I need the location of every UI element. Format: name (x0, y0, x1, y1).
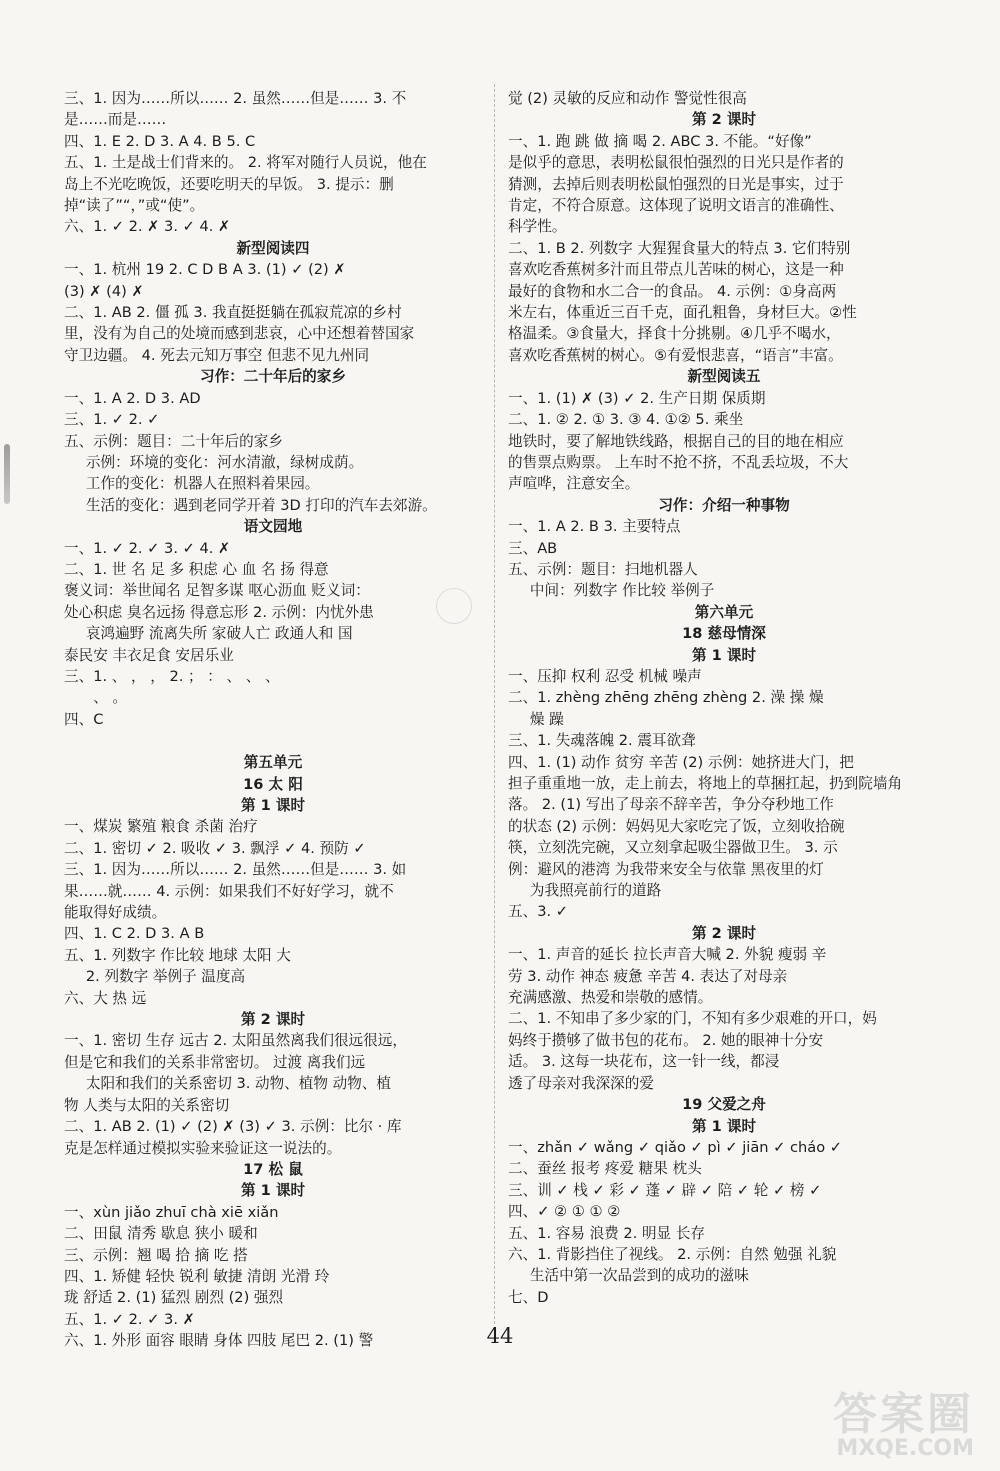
column-divider (494, 84, 495, 1324)
answer-line: 一、1. 密切 生存 远古 2. 太阳虽然离我们很远很远， (64, 1032, 407, 1050)
section-heading: 第 1 课时 (691, 1117, 757, 1135)
answer-line: 二、1. zhèng zhēng zhēng zhèng 2. 澡 操 燥 (508, 689, 824, 707)
section-heading: 语文园地 (243, 518, 303, 536)
answer-line: 米左右，体重近三百千克，面孔粗鲁，身材巨大。②性 (508, 304, 857, 322)
answer-line: 六、1. ✓ 2. ✗ 3. ✓ 4. ✗ (64, 218, 231, 236)
answer-line: 最好的食物和水二合一的食品。 4. 示例：①身高两 (508, 282, 837, 300)
section-heading: 第 2 课时 (240, 1011, 306, 1029)
scan-mark (4, 444, 10, 504)
answer-line: (3) ✗ (4) ✗ (64, 282, 144, 300)
left-column (64, 88, 482, 1352)
page-number: 44 (486, 1324, 514, 1348)
answer-line: 六、1. 背影挡住了视线。 2. 示例：自然 勉强 礼貌 (508, 1245, 837, 1263)
answer-line: 声喧哗，注意安全。 (508, 475, 640, 493)
section-heading: 习作：二十年后的家乡 (200, 368, 346, 386)
answer-line: 一、1. 跑 跳 做 摘 喝 2. ABC 3. 不能。“好像” (508, 132, 812, 150)
answer-line: 适。 3. 这每一块花布，这一针一线，都浸 (508, 1053, 780, 1071)
answer-line: 例：避风的港湾 为我带来安全与依靠 黑夜里的灯 (508, 860, 824, 878)
answer-line: 一、1. 杭州 19 2. C D B A 3. (1) ✓ (2) ✗ (64, 261, 346, 279)
answer-line: 妈终于攒够了做书包的花布。 2. 她的眼神十分安 (508, 1031, 824, 1049)
answer-line: 落。 2. (1) 写出了母亲不辞辛苦，争分夺秒地工作 (508, 796, 834, 814)
section-heading: 第 1 课时 (691, 646, 757, 664)
answer-line: 筷，立刻洗完碗，又立刻拿起吸尘器做卫生。 3. 示 (508, 839, 838, 857)
answer-line: 里，没有为自己的处境而感到悲哀，心中还想着替国家 (64, 325, 415, 343)
answer-line: 格温柔。③食量大，择食十分挑剔。④几乎不喝水， (508, 325, 841, 343)
answer-line: 一、xùn jiǎo zhuī chà xiē xiǎn (64, 1203, 279, 1221)
answer-line: 五、示例：题目：二十年后的家乡 (64, 432, 283, 450)
answer-line: 五、1. ✓ 2. ✓ 3. ✗ (64, 1310, 195, 1328)
answer-line: 二、1. 世 名 足 多 积虑 心 血 名 扬 得意 (64, 560, 329, 578)
answer-line: 透了母亲对我深深的爱 (508, 1074, 654, 1092)
answer-line: 是似乎的意思，表明松鼠很怕强烈的日光只是作者的 (508, 154, 844, 172)
answer-line: 2. 列数字 举例子 温度高 (85, 968, 246, 986)
answer-line: 肯定，不符合原意。这体现了说明文语言的准确性、 (508, 197, 844, 215)
watermark-logo (794, 1389, 974, 1462)
answer-line: 三、1. 因为……所以…… 2. 虽然……但是…… 3. 如 (64, 861, 407, 879)
section-heading: 第 2 课时 (691, 111, 757, 129)
answer-line: 珑 舒适 2. (1) 猛烈 剧烈 (2) 强烈 (64, 1289, 284, 1307)
answer-line: 但是它和我们的关系非常密切。 过渡 离我们远 (64, 1053, 366, 1071)
answer-line: 六、大 热 远 (64, 989, 147, 1007)
answer-line: 七、D (508, 1288, 549, 1306)
watermark-sub: MXQE.COM (836, 1436, 974, 1461)
answer-line: 二、1. 不知串了多少家的门，不知有多少艰难的开口，妈 (508, 1010, 877, 1028)
answer-line: 喜欢吃香蕉树的树心。⑤有爱恨悲喜，“语言”丰富。 (508, 346, 843, 364)
answer-line: 三、1. 因为……所以…… 2. 虽然……但是…… 3. 不 (64, 90, 407, 107)
answer-line: 四、1. E 2. D 3. A 4. B 5. C (64, 132, 256, 150)
answer-line: 是……而是…… (64, 111, 167, 129)
section-heading: 第 1 课时 (240, 797, 306, 814)
watermark-text: 答案圈 (833, 1389, 974, 1440)
answer-line: 为我照亮前行的道路 (529, 882, 662, 900)
answer-line: 克是怎样通过模拟实验来验证这一说法的。 (64, 1139, 342, 1157)
answer-line: 科学性。 (508, 218, 567, 236)
answer-line: 二、蚕丝 报考 疼爱 糖果 枕头 (508, 1160, 702, 1178)
answer-line: 四、1. C 2. D 3. A B (64, 925, 205, 943)
answer-line: 五、1. 容易 浪费 2. 明显 长存 (508, 1224, 705, 1242)
section-heading: 第 2 课时 (691, 924, 757, 942)
answer-line: 生活中第一次品尝到的成功的滋味 (529, 1267, 749, 1285)
answer-line: 太阳和我们的关系密切 3. 动物、植物 动物、植 (85, 1075, 392, 1093)
answer-line: 的售票点购票。 上车时不抢不挤，不乱丢垃圾，不大 (508, 453, 849, 471)
spacer (64, 730, 482, 752)
answer-line: 一、1. (1) ✗ (3) ✓ 2. 生产日期 保质期 (508, 389, 766, 407)
answer-line: 担子重重地一放，走上前去，将地上的草捆扛起，扔到院墙角 (508, 775, 903, 792)
answer-line: 一、1. A 2. D 3. AD (64, 389, 201, 407)
answer-line: 一、1. A 2. B 3. 主要特点 (508, 518, 681, 536)
section-heading: 16 太 阳 (243, 775, 303, 793)
answer-line: 泰民安 丰衣足食 安居乐业 (64, 646, 234, 664)
answer-line: 五、1. 列数字 作比较 地球 太阳 大 (64, 946, 291, 964)
section-heading: 第 1 课时 (240, 1182, 306, 1200)
answer-line: 地铁时，要了解地铁线路，根据自己的目的地在相应 (508, 432, 844, 450)
answer-line: 四、1. (1) 动作 贫穷 辛苦 (2) 示例：她挤进大门，把 (508, 753, 854, 771)
answer-line: 三、AB (508, 539, 558, 557)
section-heading: 第六单元 (694, 603, 754, 621)
answer-line: 能取得好成绩。 (64, 904, 167, 922)
answer-line: 二、1. AB 2. 僵 孤 3. 我直挺挺躺在孤寂荒凉的乡村 (64, 304, 402, 322)
answer-line: 觉 (2) 灵敏的反应和动作 警觉性很高 (508, 90, 747, 107)
section-heading: 习作：介绍一种事物 (658, 496, 790, 514)
answer-line: 三、1. ✓ 2. ✓ (64, 411, 160, 429)
answer-line: 工作的变化：机器人在照料着果园。 (85, 475, 320, 493)
answer-line: 一、zhǎn ✓ wǎng ✓ qiǎo ✓ pì ✓ jiān ✓ cháo ✓ (508, 1138, 843, 1156)
answer-line: 一、1. ✓ 2. ✓ 3. ✓ 4. ✗ (64, 539, 231, 557)
answer-line: 二、1. B 2. 列数字 大猩猩食量大的特点 3. 它们特别 (508, 239, 851, 257)
answer-line: 二、1. 密切 ✓ 2. 吸收 ✓ 3. 飘浮 ✓ 4. 预防 ✓ (64, 839, 366, 857)
answer-line: 的状态 (2) 示例：妈妈见大家吃完了饭，立刻收拾碗 (508, 817, 845, 835)
right-column (508, 88, 940, 1308)
answer-line: 褒义词：举世闻名 足智多谋 呕心沥血 贬义词： (64, 582, 370, 600)
answer-line: 生活的变化：遇到老同学开着 3D 打印的汽车去郊游。 (85, 496, 437, 514)
answer-line: 五、示例：题目：扫地机器人 (508, 560, 698, 578)
section-heading: 第五单元 (243, 754, 303, 772)
answer-line: 五、1. 土是战士们背来的。 2. 将军对随行人员说，他在 (64, 154, 427, 172)
answer-line: 三、1. 、 ， ， 2. ； ： 、 、 、 (64, 667, 280, 685)
answer-line: 四、✓ ② ① ① ② (508, 1203, 621, 1221)
answer-line: 猜测，去掉后则表明松鼠怕强烈的日光是事实，过于 (508, 175, 844, 193)
answer-line: 四、1. 矫健 轻快 锐利 敏捷 清朗 光滑 玲 (64, 1267, 330, 1285)
answer-line: 掉“读了”“，”或“使”。 (64, 197, 205, 215)
answer-line: 三、示例：翘 喝 拾 摘 吃 搭 (64, 1246, 248, 1264)
answer-line: 一、煤炭 繁殖 粮食 杀菌 治疗 (64, 818, 258, 836)
answer-line: 一、压抑 权利 忍受 机械 噪声 (508, 667, 702, 685)
answer-line: 处心积虑 臭名远扬 得意忘形 2. 示例：内忧外患 (64, 603, 374, 621)
answer-line: 、 。 (93, 689, 128, 707)
answer-line: 燥 躁 (529, 710, 564, 728)
answer-line: 示例：环境的变化：河水清澈，绿树成荫。 (85, 453, 364, 471)
section-heading: 17 松 鼠 (243, 1160, 303, 1178)
answer-line: 喜欢吃香蕉树多汁而且带点儿苦味的树心，这是一种 (508, 261, 844, 279)
answer-line: 充满感激、热爱和崇敬的感情。 (508, 989, 713, 1007)
answer-line: 哀鸿遍野 流离失所 家破人亡 政通人和 国 (85, 625, 353, 643)
answer-line: 中间：列数字 作比较 举例子 (529, 582, 715, 600)
answer-line: 岛上不光吃晚饭，还要吃明天的早饭。 3. 提示：删 (64, 175, 394, 193)
section-heading: 18 慈母情深 (682, 625, 766, 643)
answer-line: 四、C (64, 710, 104, 728)
answer-line: 守卫边疆。 4. 死去元知万事空 但悲不见九州同 (64, 346, 370, 364)
answer-line: 果……就…… 4. 示例：如果我们不好好学习，就不 (64, 882, 394, 900)
section-heading: 19 父爱之舟 (682, 1096, 766, 1114)
answer-line: 二、田鼠 清秀 歇息 狭小 暖和 (64, 1225, 258, 1243)
answer-line: 三、1. 失魂落魄 2. 震耳欲聋 (508, 732, 696, 750)
section-heading: 新型阅读五 (687, 368, 761, 386)
answer-line: 一、1. 声音的延长 拉长声音大喊 2. 外貌 瘦弱 辛 (508, 946, 827, 964)
section-heading: 新型阅读四 (236, 239, 310, 257)
answer-line: 二、1. AB 2. (1) ✓ (2) ✗ (3) ✓ 3. 示例：比尔 · 库 (64, 1118, 402, 1136)
answer-line: 劳 3. 动作 神态 疲惫 辛苦 4. 表达了对母亲 (508, 967, 788, 985)
answer-line: 二、1. ② 2. ① 3. ③ 4. ①② 5. 乘坐 (508, 411, 744, 429)
answer-line: 三、训 ✓ 栈 ✓ 彩 ✓ 蓬 ✓ 辟 ✓ 陪 ✓ 轮 ✓ 榜 ✓ (508, 1181, 822, 1199)
answer-line: 物 人类与太阳的关系密切 (64, 1096, 230, 1114)
answer-line: 五、3. ✓ (508, 903, 568, 921)
answer-line: 六、1. 外形 面容 眼睛 身体 四肢 尾巴 2. (1) 警 (64, 1332, 374, 1350)
